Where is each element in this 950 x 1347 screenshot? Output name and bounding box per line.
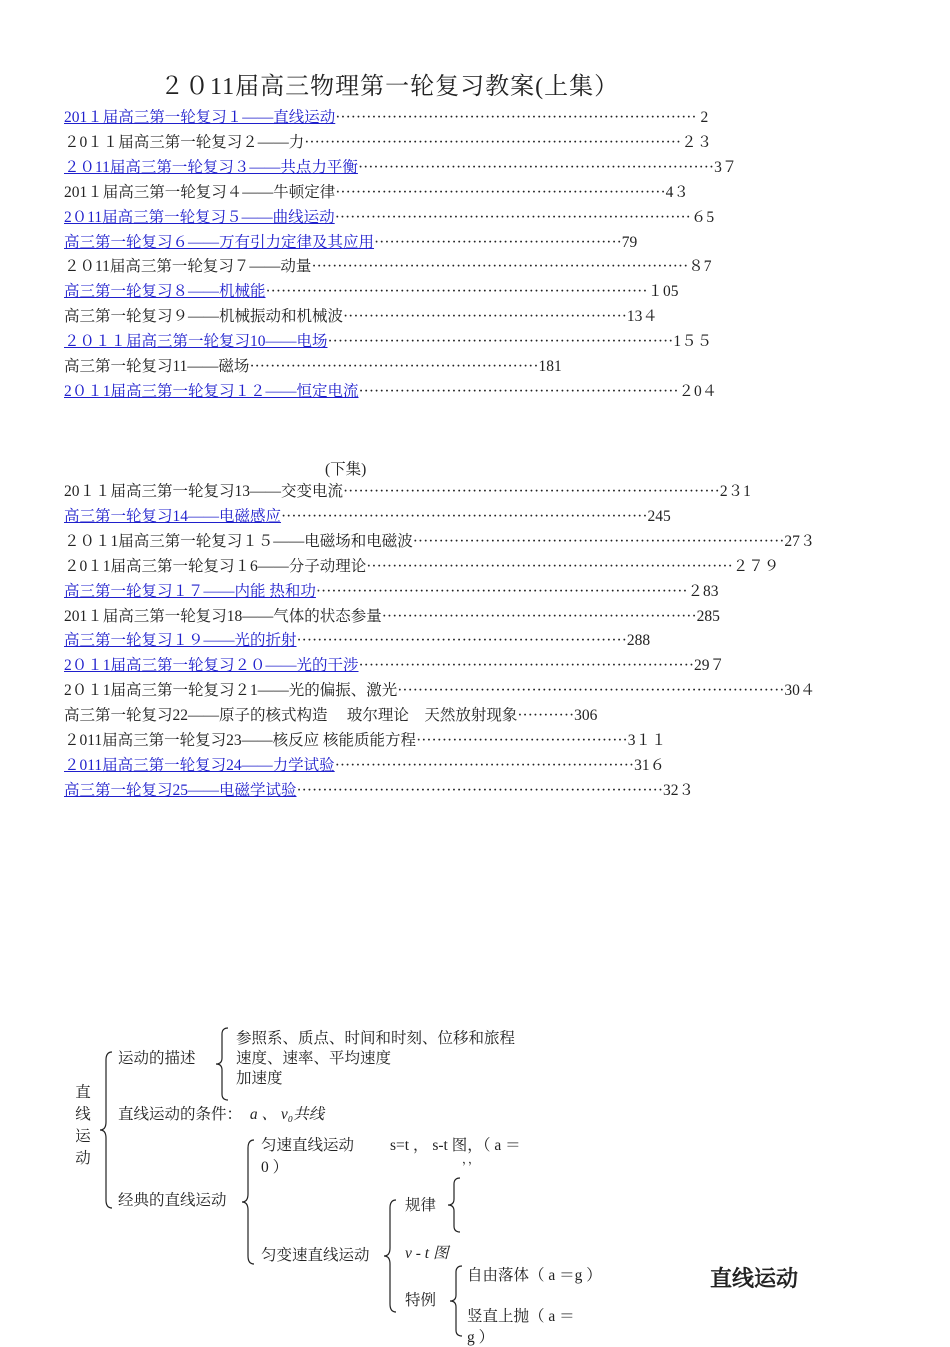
uniform-detail-3: ，， — [462, 1152, 481, 1166]
toc-leader-dots: ················································ — [374, 233, 622, 251]
describe-brace-icon — [214, 1026, 230, 1102]
toc-leader-dots: ·························································· — [334, 756, 635, 774]
special-label: 特例 — [405, 1292, 437, 1309]
toc-entry[interactable] — [64, 581, 719, 603]
toc-entry-link[interactable]: ２011届高三第一轮复习24——力学试验 — [64, 756, 335, 774]
toc-page-number: 1５５ — [673, 333, 713, 351]
describe-item-1: 参照系、质点、时间和时刻、位移和旅程 — [236, 1030, 516, 1047]
toc-page-number: 30４ — [784, 682, 816, 700]
freefall-label: 自由落体（ a ＝g ） — [467, 1267, 602, 1284]
toc-entry-title: 高三第一轮复习11——磁场 — [64, 358, 250, 375]
toc-page-number: 285 — [696, 607, 720, 625]
toc-page-number: 29７ — [694, 657, 726, 675]
toc-entry[interactable] — [64, 630, 650, 652]
toc-entry — [64, 306, 658, 328]
toc-leader-dots: ····································································· — [357, 158, 715, 176]
root-brace-icon — [98, 1050, 114, 1210]
toc-leader-dots: ········································································· — [343, 483, 720, 500]
toc-page-number: 32３ — [663, 781, 695, 799]
toc-entry — [64, 132, 712, 154]
toc-entry-link[interactable]: 高三第一轮复习１９——光的折射 — [64, 632, 297, 650]
variable-label: 匀变速直线运动 — [261, 1247, 370, 1264]
condition-text: 直线运动的条件： — [118, 1106, 243, 1123]
classic-brace-icon — [240, 1138, 256, 1266]
toc-entry[interactable] — [64, 655, 725, 677]
toc-entry[interactable] — [64, 381, 717, 403]
law-brace-icon — [446, 1176, 462, 1234]
toc-entry — [64, 182, 689, 204]
describe-item-2: 速度、速率、平均速度 — [236, 1050, 392, 1067]
uniform-detail-2: 0 ） — [261, 1159, 289, 1176]
toc-leader-dots: ····································································· — [334, 208, 691, 226]
toc-entry-title: 20１１届高三第一轮复习13——交变电流 — [64, 483, 344, 500]
toc-leader-dots: ································································· — [358, 657, 695, 675]
toc-entry-title: ２0１１届高三第一轮复习２——力 — [64, 133, 305, 151]
toc-page-number: 3７ — [714, 158, 738, 176]
toc-leader-dots: ······················································· — [343, 308, 627, 326]
toc-entry-link[interactable]: 高三第一轮复习25——电磁学试验 — [64, 781, 297, 799]
toc-entry-link[interactable]: 高三第一轮复习14——电磁感应 — [64, 507, 282, 525]
toc-page-number: ２0４ — [678, 382, 718, 400]
toc-entry[interactable] — [64, 281, 679, 303]
toc-entry — [64, 606, 720, 628]
toc-page-number: 2 — [696, 109, 709, 126]
toc-entry-title: 201１届高三第一轮复习18——气体的状态参量 — [64, 607, 382, 625]
toc-entry — [64, 481, 751, 503]
document-title: ２０11届高三物理第一轮复习教案(上集） — [160, 74, 620, 100]
toc-entry-title: ２０１1届高三第一轮复习１５——电磁场和电磁波 — [64, 532, 413, 550]
toc-entry[interactable] — [64, 506, 671, 528]
section-heading: 直线运动 — [710, 1266, 799, 1291]
toc-page-number: 4３ — [665, 183, 689, 201]
toc-leader-dots: ··································································· — [327, 333, 674, 351]
toc-page-number: 245 — [647, 507, 671, 525]
toc-entry — [64, 705, 597, 727]
toc-leader-dots: ········································································· — [311, 258, 689, 276]
toc-page-number: 13４ — [626, 308, 658, 326]
toc-entry-title: ２0１1届高三第一轮复习１6——分子动理论 — [64, 557, 367, 575]
describe-item-3: 加速度 — [236, 1070, 283, 1087]
toc-entry-title: 高三第一轮复习22——原子的核式构造 玻尔理论 天然放射现象 — [64, 707, 518, 725]
toc-page-number: ２３ — [681, 133, 713, 151]
law-label: 规律 — [405, 1197, 437, 1214]
toc-entry-link[interactable]: 高三第一轮复习８——机械能 — [64, 283, 266, 301]
special-brace-icon — [448, 1264, 464, 1338]
toc-page-number: 306 — [574, 707, 598, 725]
toc-entry — [64, 531, 815, 553]
toc-entry-link[interactable]: 高三第一轮复习１７——内能 热和功 — [64, 582, 316, 600]
vertical-throw-label-1: 竖直上抛（ a ＝ — [467, 1308, 575, 1325]
toc-entry-title: ２０11届高三第一轮复习７——动量 — [64, 258, 312, 276]
toc-leader-dots: ········································· — [416, 732, 628, 749]
toc-entry-title: 2０１1届高三第一轮复习２1——光的偏振、激光 — [64, 682, 398, 700]
toc-leader-dots: ································································ — [335, 183, 666, 201]
toc-page-number: 27３ — [784, 532, 816, 550]
toc-entry[interactable] — [64, 755, 665, 777]
toc-leader-dots: ······································································· — [296, 781, 663, 799]
toc-entry[interactable] — [64, 157, 737, 179]
toc-leader-dots: ········································································ — [412, 532, 785, 550]
toc-page-number: ８7 — [688, 258, 712, 276]
toc-leader-dots: ·········································································· — [265, 283, 648, 301]
toc-entry — [64, 680, 815, 702]
toc-entry-link[interactable]: 2０１1届高三第一轮复习２０——光的干涉 — [64, 657, 359, 675]
toc-entry-link[interactable]: 高三第一轮复习６——万有引力定律及其应用 — [64, 233, 375, 251]
toc-leader-dots: ························································ — [249, 358, 539, 375]
describe-label: 运动的描述 — [118, 1050, 196, 1067]
toc-entry-link[interactable]: ２０11届高三第一轮复习３——共点力平衡 — [64, 158, 358, 176]
toc-leader-dots: ··········································································· — [397, 682, 785, 700]
variable-brace-icon — [382, 1198, 398, 1314]
toc-entry — [64, 256, 712, 278]
condition-vars: a 、 v₀共线 — [249, 1106, 325, 1123]
toc-entry[interactable] — [64, 107, 708, 129]
toc-page-number: ２83 — [687, 582, 719, 600]
toc-leader-dots: ······························································ — [358, 382, 679, 400]
toc-page-number: 2３1 — [719, 483, 751, 500]
toc-leader-dots: ··········· — [517, 707, 575, 725]
toc-entry-link[interactable]: 2０11届高三第一轮复习５——曲线运动 — [64, 208, 335, 226]
vertical-throw-label-2: g ） — [467, 1329, 495, 1346]
toc-page-number: １05 — [647, 283, 679, 301]
uniform-label: 匀速直线运动 — [261, 1137, 355, 1154]
toc-leader-dots: ······································································ — [335, 109, 697, 126]
toc-entry-link[interactable]: 2０１1届高三第一轮复习１２——恒定电流 — [64, 382, 359, 400]
lower-volume-title: (下集) — [325, 461, 367, 478]
toc-page-number: 288 — [626, 632, 651, 650]
toc-page-number: 31６ — [634, 756, 666, 774]
toc-leader-dots: ······································································· — [281, 507, 648, 525]
toc-entry[interactable] — [64, 780, 694, 802]
toc-entry — [64, 556, 779, 578]
toc-page-number: ２７９ — [732, 557, 780, 575]
vt-label: v - t 图 — [405, 1245, 449, 1262]
toc-entry[interactable] — [64, 331, 712, 353]
toc-page-number: ６5 — [690, 208, 715, 226]
condition-label — [118, 1102, 324, 1124]
toc-leader-dots: ····························································· — [381, 607, 697, 625]
toc-entry-link[interactable]: 201１届高三第一轮复习１——直线运动 — [64, 109, 336, 126]
toc-leader-dots: ········································································· — [304, 133, 682, 151]
toc-entry[interactable] — [64, 207, 714, 229]
toc-entry-title: ２011届高三第一轮复习23——核反应 核能质能方程 — [64, 732, 417, 749]
toc-page-number: 79 — [621, 233, 638, 251]
toc-entry — [64, 730, 666, 752]
toc-entry[interactable] — [64, 232, 637, 254]
toc-page-number: 3１１ — [627, 732, 667, 749]
diagram-root-label: 直 线 运 动 — [75, 1084, 91, 1167]
toc-entry-title: 201１届高三第一轮复习４——牛顿定律 — [64, 183, 336, 201]
toc-leader-dots: ······································································· — [366, 557, 733, 575]
classic-label: 经典的直线运动 — [118, 1192, 227, 1209]
toc-leader-dots: ································································ — [296, 632, 627, 650]
toc-entry — [64, 356, 562, 378]
toc-page-number: 181 — [538, 358, 562, 375]
uniform-detail-1: s=t ， s-t 图，（ a ＝ — [390, 1137, 521, 1154]
toc-entry-title: 高三第一轮复习９——机械振动和机械波 — [64, 308, 344, 326]
toc-entry-link[interactable]: ２０１１届高三第一轮复习10——电场 — [64, 333, 328, 351]
toc-leader-dots: ········································································ — [315, 582, 688, 600]
